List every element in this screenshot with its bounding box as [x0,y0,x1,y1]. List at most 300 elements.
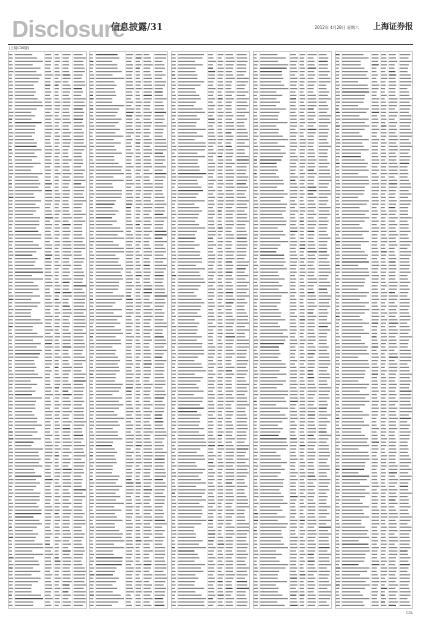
table-cell-text [74,210,82,211]
table-cell-text [218,513,222,514]
table-cell-text [172,510,176,511]
table-cell-text [155,340,166,341]
table-row [254,438,329,439]
table-cell-text [336,102,340,103]
table-cell-text [319,544,330,545]
table-cell-text [96,431,118,432]
table-cell-text [319,513,330,514]
table-cell-text [136,132,142,133]
table-row [9,394,83,395]
table-cell-text [74,285,87,286]
table-cell-text [74,533,85,534]
table-cell-text [342,136,362,137]
table-row [172,391,248,392]
table-cell-text [90,312,94,313]
table-cell-text [74,367,83,368]
table-row [254,479,331,480]
table-cell-text [45,482,52,483]
table-cell-text [308,581,315,582]
table-row [254,391,330,392]
table-cell-text [218,387,223,388]
table-cell-text [172,455,176,456]
table-cell-text [144,455,153,456]
table-cell-text [90,547,93,548]
table-cell-text [290,469,295,470]
table-cell-text [300,445,306,446]
table-cell-text [237,442,245,443]
table-cell-text [342,210,369,211]
table-cell-text [208,397,215,398]
table-cell-text [15,132,35,133]
table-cell-text [9,142,13,143]
table-row [336,136,412,137]
table-row [90,414,162,415]
table-cell-text [237,57,248,58]
table-cell-text [237,187,248,188]
table-cell-text [136,85,141,86]
table-cell-text [136,149,140,150]
table-cell-text [260,180,283,181]
table-cell-text [45,452,53,453]
table-cell-text [74,71,85,72]
table-cell-text [90,584,94,585]
table-cell-text [389,187,398,188]
table-cell-text [208,139,216,140]
table-cell-text [254,146,258,147]
table-cell-text [136,238,142,239]
table-cell-text [178,408,204,409]
table-row [254,231,327,232]
table-cell-text [15,170,31,171]
table-cell-text [144,374,152,375]
table-cell-text [9,442,12,443]
table-cell-text [96,370,120,371]
table-cell-text [208,91,214,92]
table-cell-text [15,462,39,463]
table-cell-text [300,319,306,320]
table-cell-text [300,533,305,534]
table-cell-text [9,289,13,290]
table-cell-text [126,224,133,225]
table-cell-text [226,574,235,575]
table-cell-text [45,513,51,514]
table-row [90,221,164,222]
table-cell-text [218,499,224,500]
table-cell-text [254,170,257,171]
table-row [254,136,328,137]
table-cell-text [218,91,222,92]
table-cell-text [96,200,116,201]
table-cell-text [237,360,249,361]
table-cell-text [15,459,41,460]
table-cell-text [55,54,59,55]
table-cell-text [260,163,277,164]
table-cell-text [178,57,203,58]
table-cell-text [254,265,258,266]
table-cell-text [308,275,315,276]
table-cell-text [237,557,247,558]
table-cell-text [178,503,199,504]
table-cell-text [15,438,41,439]
table-cell-text [74,564,83,565]
table-row [90,544,163,545]
disclosure-columns [8,46,413,610]
table-cell-text [237,496,247,497]
table-cell-text [9,408,13,409]
table-cell-text [290,81,297,82]
table-row [172,455,245,456]
table-cell-text [63,268,70,269]
table-cell-text [90,299,93,300]
table-cell-text [9,241,13,242]
table-row [254,540,329,541]
table-row [172,214,247,215]
table-cell-text [381,210,386,211]
table-cell-text [290,370,297,371]
table-cell-text [290,499,297,500]
table-cell-text [55,370,59,371]
table-cell-text [308,353,315,354]
table-cell-text [144,391,151,392]
table-cell-text [178,469,205,470]
table-cell-text [136,391,140,392]
table-cell-text [372,98,380,99]
table-cell-text [155,149,167,150]
table-cell-text [218,61,224,62]
table-cell-text [63,153,69,154]
table-cell-text [96,125,115,126]
table-cell-text [254,448,257,449]
table-cell-text [55,357,61,358]
table-cell-text [90,516,94,517]
table-cell-text [45,68,50,69]
table-cell-text [63,574,71,575]
table-cell-text [308,180,315,181]
table-cell-text [155,139,166,140]
table-row [90,57,166,58]
table-cell-text [254,445,258,446]
table-cell-text [155,261,164,262]
table-cell-text [45,95,50,96]
table-cell-text [96,231,123,232]
table-cell-text [45,180,51,181]
table-row [254,88,327,89]
table-cell-text [155,173,167,174]
table-cell-text [90,598,93,599]
table-row [254,336,327,337]
table-row [9,459,82,460]
table-cell-text [308,112,316,113]
table-cell-text [226,476,235,477]
table-cell-text [15,387,32,388]
table-row [90,472,166,473]
table-cell-text [237,180,248,181]
table-cell-text [144,275,150,276]
table-cell-text [74,78,82,79]
table-cell-text [226,571,234,572]
table-cell-text [63,142,71,143]
table-cell-text [63,108,69,109]
table-cell-text [74,108,83,109]
table-cell-text [208,537,215,538]
table-cell-text [126,112,134,113]
table-cell-text [9,136,13,137]
table-cell-text [372,180,378,181]
newspaper-masthead: 上海证券报 [373,21,413,31]
table-row [172,367,246,368]
table-row [172,343,249,344]
table-cell-text [90,601,95,602]
table-cell-text [319,85,327,86]
table-cell-text [254,119,258,120]
table-cell-text [144,523,151,524]
table-cell-text [254,74,258,75]
table-cell-text [63,425,71,426]
table-cell-text [300,367,306,368]
table-cell-text [144,537,150,538]
table-cell-text [260,102,280,103]
table-cell-text [15,435,32,436]
table-cell-text [260,210,286,211]
table-cell-text [45,425,51,426]
table-cell-text [319,567,327,568]
table-cell-text [63,115,71,116]
table-cell-text [55,302,61,303]
table-cell-text [372,81,378,82]
table-row [254,289,327,290]
table-cell-text [15,499,40,500]
table-cell-text [172,533,177,534]
table-cell-text [144,360,152,361]
table-row [90,200,165,201]
table-cell-text [55,74,61,75]
table-cell-text [254,312,258,313]
table-cell-text [96,459,116,460]
table-cell-text [96,360,120,361]
table-cell-text [342,119,369,120]
table-cell-text [260,214,282,215]
table-cell-text [55,248,59,249]
table-cell-text [172,187,175,188]
table-cell-text [254,571,259,572]
table-cell-text [90,425,94,426]
table-cell-text [172,210,176,211]
table-cell-text [172,227,176,228]
table-cell-text [55,85,59,86]
table-row [9,88,82,89]
table-row [172,459,249,460]
table-cell-text [290,601,297,602]
table-cell-text [15,115,35,116]
table-cell-text [226,482,233,483]
table-cell-text [136,323,141,324]
table-cell-text [144,605,152,606]
table-cell-text [300,166,305,167]
table-cell-text [74,350,83,351]
table-cell-text [226,176,234,177]
table-cell-text [9,105,13,106]
table-cell-text [342,173,358,174]
table-cell-text [290,95,296,96]
table-cell-text [136,108,141,109]
table-cell-text [226,312,233,313]
table-cell-text [237,357,246,358]
table-cell-text [74,404,82,405]
table-cell-text [300,438,305,439]
table-cell-text [260,159,281,160]
table-cell-text [178,170,200,171]
table-cell-text [308,170,315,171]
table-cell-text [254,533,258,534]
table-cell-text [178,122,197,123]
table-cell-text [144,224,152,225]
table-cell-text [45,408,50,409]
table-cell-text [319,88,327,89]
table-cell-text [308,537,316,538]
table-cell-text [90,377,94,378]
table-row [254,350,327,351]
table-cell-text [63,306,70,307]
table-row [90,578,167,579]
table-cell-text [218,275,224,276]
table-cell-text [218,550,222,551]
table-cell-text [63,61,69,62]
table-row [90,421,164,422]
table-cell-text [260,544,284,545]
table-cell-text [389,112,398,113]
table-cell-text [308,530,317,531]
table-cell-text [172,465,177,466]
table-cell-text [389,224,398,225]
table-cell-text [308,299,317,300]
table-cell-text [308,421,315,422]
table-cell-text [342,64,361,65]
table-cell-text [144,214,150,215]
table-cell-text [290,57,298,58]
table-cell-text [208,408,214,409]
table-row [90,384,166,385]
table-cell-text [155,285,164,286]
table-cell-text [400,98,412,99]
table-cell-text [90,153,94,154]
table-cell-text [226,442,233,443]
table-cell-text [126,571,133,572]
table-cell-text [9,255,14,256]
table-row [172,159,249,160]
table-cell-text [260,129,279,130]
table-cell-text [178,278,204,279]
table-cell-text [63,166,70,167]
table-cell-text [260,554,282,555]
table-cell-text [237,595,246,596]
table-cell-text [96,333,123,334]
table-cell-text [208,312,214,313]
table-cell-text [381,170,386,171]
table-cell-text [300,204,305,205]
table-cell-text [381,204,385,205]
table-cell-text [55,261,59,262]
table-cell-text [15,346,37,347]
table-cell-text [260,312,281,313]
table-row [9,78,82,79]
table-cell-text [290,224,296,225]
table-cell-text [90,418,93,419]
table-cell-text [45,214,52,215]
table-cell-text [15,173,43,174]
table-row [336,180,409,181]
table-cell-text [237,224,246,225]
table-cell-text [126,431,131,432]
table-cell-text [9,329,12,330]
table-cell-text [172,265,175,266]
table-cell-text [300,227,305,228]
table-cell-text [319,108,329,109]
table-cell-text [90,363,93,364]
table-cell-text [126,54,133,55]
table-row [90,350,167,351]
table-cell-text [178,421,200,422]
table-cell-text [63,200,69,201]
table-cell-text [260,197,284,198]
table-cell-text [144,309,153,310]
table-cell-text [290,333,296,334]
table-cell-text [136,591,142,592]
table-cell-text [178,132,197,133]
table-cell-text [155,112,167,113]
table-cell-text [155,193,164,194]
table-row [172,377,245,378]
table-row [9,200,86,201]
table-cell-text [260,323,278,324]
table-cell-text [208,319,215,320]
table-row [254,333,327,334]
table-row [254,326,328,327]
table-cell-text [178,557,199,558]
table-cell-text [319,387,331,388]
table-cell-text [208,156,213,157]
table-cell-text [260,523,288,524]
table-cell-text [172,540,175,541]
table-cell-text [45,557,51,558]
table-cell-text [15,574,31,575]
table-cell-text [15,598,43,599]
table-cell-text [300,54,306,55]
table-cell-text [9,112,14,113]
table-cell-text [178,578,198,579]
table-cell-text [226,414,233,415]
table-row [336,197,408,198]
table-cell-text [96,227,120,228]
table-cell-text [96,489,119,490]
table-cell-text [300,391,305,392]
table-cell-text [260,567,285,568]
table-cell-text [96,238,124,239]
table-cell-text [63,408,70,409]
table-cell-text [389,68,395,69]
table-cell-text [260,363,286,364]
table-cell-text [90,238,95,239]
table-cell-text [300,153,305,154]
table-cell-text [218,357,222,358]
table-cell-text [400,115,412,116]
table-cell-text [126,567,134,568]
table-cell-text [144,482,152,483]
table-cell-text [389,166,398,167]
table-cell-text [308,183,314,184]
table-cell-text [226,61,235,62]
table-cell-text [15,465,42,466]
table-row [254,414,331,415]
